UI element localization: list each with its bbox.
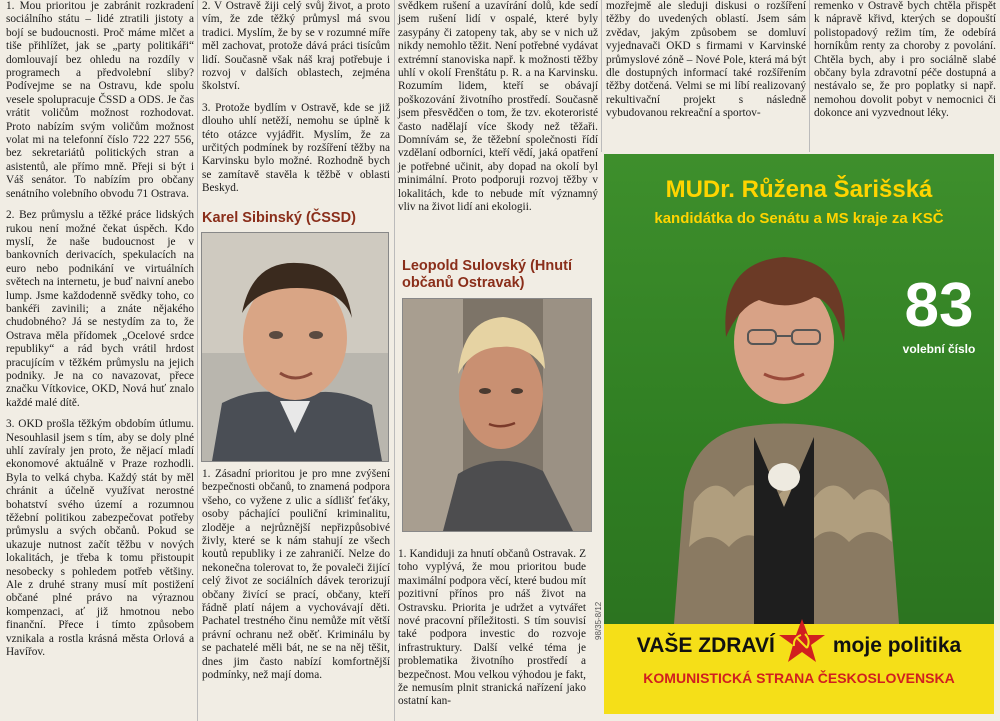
- answer-3: 3. Protože bydlím v Ostravě, kde se již dlouho uhlí netěží, nemohu se úplně k této otázce vyjádřit. Myslím, že za určitých podmínek by rozšíření těžby na Karvinsku bylo možné. Rozhodně bych se zamítavě stavěla k těžbě v oblasti Beskyd.: [202, 101, 390, 195]
- article-column-3-bottom: [398, 548, 586, 717]
- article-column-2-bottom: [202, 468, 390, 691]
- column-divider: [394, 0, 395, 721]
- ad-slogan-left: VAŠE ZDRAVÍ: [636, 634, 775, 657]
- ad-slogan-right: moje politika: [832, 634, 962, 657]
- answer-3: svědkem rušení a uzavírání dolů, kde sedí jsem rušení lidí v ospalé, které byly zasypány či zatopeny tak, aby se v nich už nikdy nemohlo těžit. Není potřebné vydávat extrémní stanoviska např. k možnosti těžby uhlí v okolí Frenštátu p. R. a na Karvinsku. Rozumím lidem, kteří se obávají poškozování životního prostředí. Současně jsem přesvědčen o tom, že tzv. ekoteroristé často nadělají více škody než těžaři. Domnívám se, že těžební společnosti řídí vzdělaní odborníci, kteří vědí, jaká opatření je potřebné učinit, aby dopad na okolí byl minimální. Proto podporuji rozvoj těžby v lokalitách, kde to nebude mít významný vliv na život lidí ani ekologii.: [398, 0, 598, 214]
- column-divider: [197, 0, 198, 721]
- ad-candidate-name: MUDr. Růžena Šarišská: [665, 176, 933, 203]
- candidate-name-sibinsky: Karel Sibinský (ČSSD): [202, 210, 356, 226]
- article-column-2-top: [202, 0, 390, 204]
- kss-advertisement: [604, 154, 994, 714]
- ad-ballot-number-label: volební číslo: [902, 342, 976, 356]
- column-divider: [809, 0, 810, 152]
- answer-1: 1. Mou prioritou je zabránit rozkradení sociálního státu – lidé ztratili jistoty a bojí se budoucnosti. Proč máme mlčet a tiše přihlížet, jak se „party politikáři“ domlouvají bez ohledu na rozdíly v programech a předvolební sliby? Podívejme se na Ostravu, kde spolu vesele spolupracuje ČSSD a ODS. Je čas vrátit voličům možnost rozhodovat. Proto nabízím svým voličům možnost volat mi na telefonní číslo 722 227 556, bez sekretariátů politických stran a asistentů, ale přímo mně. Přeji si být i Váš senátor. To nabízím pro občany senátního volebního obvodu 71 Ostrava.: [6, 0, 194, 200]
- article-column-3-top: [398, 0, 598, 223]
- answer-3: 3. OKD prošla těžkým obdobím útlumu. Nesouhlasil jsem s tím, aby se doly plné uhlí zavíraly jen proto, že nějací mladí ekonomové aktuálně v Praze rozhodli. Byla to velká chyba. Každý stát by měl chránit a účelně využívat nerostné bohatství svého území a rozumnou těžební politikou zabezpečovat potřeby průmyslu a svých občanů. Pokud se ukazuje nutnost začít těžbu v nových lokalitách, je třeba k tomu přistoupit nesobecky s pohledem potřeb většiny. Ale z druhé strany musí mít postižení občané plné právo na výraznou kompenzaci, ať již hmotnou nebo finanční. Přece i tímto způsobem vznikala a rostla krásná města Orlová a Havířov.: [6, 418, 194, 659]
- answer-1: 1. Kandiduji za hnutí občanů Ostravak. Z toho vyplývá, že mou prioritou bude maximální podpora věcí, které budou mít pozitivní přínos pro náš život na Ostravsku. Priorita je udržet a vytvářet nové pracovní příležitosti. S tím souvisí také podpora investic do rozvoje infrastruktury. Další velké téma je problematika životního prostředí a bezpečnost. Mou velkou výhodou je fakt, že nemusím plnit stranická nařízení jako ostatní kan-: [398, 548, 586, 708]
- ad-candidate-photo: [664, 242, 904, 624]
- ad-subtitle: kandidátka do Senátu a MS kraje za KSČ: [654, 210, 944, 227]
- candidate-photo-sulovsky: [402, 298, 592, 532]
- article-column-4: [606, 0, 806, 129]
- ad-ballot-number: 83: [904, 271, 974, 340]
- ad-slogan-banner: [604, 624, 994, 714]
- candidate-name-sulovsky: Leopold Sulovský (Hnutí občanů Ostravak): [402, 258, 572, 291]
- answer-2: 2. V Ostravě žiji celý svůj život, a proto vím, že zde těžký průmysl má svou tradici. Myslím, že by se v rozumné míře měl zachovat, protože dává práci tisícům lidí. Současně však náš kraj potřebuje i rozvoj v dalších oblastech, zejména školství.: [202, 0, 390, 93]
- red-star-icon: [779, 618, 825, 664]
- ad-code: 98/35-8/12: [594, 601, 603, 640]
- article-column-5: [814, 0, 996, 129]
- answer-3: remenko v Ostravě bych chtěla přispět k nápravě křivd, kterých se dopouští polistopadový režim tím, že odebírá horníkům renty za choroby z povolání. Chtěla bych, aby i pro sociálně slabé občany byla zdravotní péče dostupná a nestávalo se, že pro poplatky si např. nemohou dovolit pobyt v nemocnici či dokonce ani vyzvednout léky.: [814, 0, 996, 120]
- answer-2: 2. Bez průmyslu a těžké práce lidských rukou není možné čekat úspěch. Kdo myslí, že naše budoucnost je v bankovních derivacích, spekulacích na euro nebo podnikání ve virtuálních světech na internetu, je buď naivní anebo lump. Jsme každodenně svědky toho, co bankéři zavinili; a znáte nějakého chudobného? Já se nestydím za to, že Ostrava měla přídomek „Ocelové srdce republiky“ a rád bych vrátil hrdost pracujícím v těžkém průmyslu na jejich podniky. Je na co navazovat, přece značku Vítkovice, OKD, Nová huť znalo každé malé dítě.: [6, 209, 194, 409]
- candidate-photo-sibinsky: [201, 232, 389, 462]
- ad-party-name: KOMUNISTICKÁ STRANA ČESKOSLOVENSKA: [643, 670, 955, 686]
- answer-3: mozřejmě ale sleduji diskusi o rozšíření těžby do uvedených oblastí. Jsem sám zvědav, jakým způsobem se domluví vyjednavači OKD s firmami v Karvinské průmyslové zóně – Nové Pole, která má být dle dostupných informací také rozšířením těžby dotčená. Velmi se mi líbí realizovaný rekultivační projekt s následně vybudovanou rekreační a sportov-: [606, 0, 806, 120]
- answer-1: 1. Zásadní prioritou je pro mne zvýšení bezpečnosti občanů, to znamená podpora všeho, co vyžene z ulic a sídlišť feťáky, osoby páchající pouliční kriminalitu, zloděje a nejrůznější nepřizpůsobivé živly, které se k nám stahují ze všech koutů republiky i ze zahraničí. Nelze do nekonečna tolerovat to, že povaleči žijící celý život ze sociálních dávek terorizují občany živící se prací, občany, kteří řádně platí nájem a vychovávají děti. Pachatel trestného činu nemůže mít větší právní ochranu než oběť. Kriminálu by se pachatelé měli bát, ne se na něj těšit, dnes jim často nabízí komfortnější podmínky, než mají doma.: [202, 468, 390, 682]
- column-divider: [601, 0, 602, 152]
- article-column-1: [6, 0, 194, 668]
